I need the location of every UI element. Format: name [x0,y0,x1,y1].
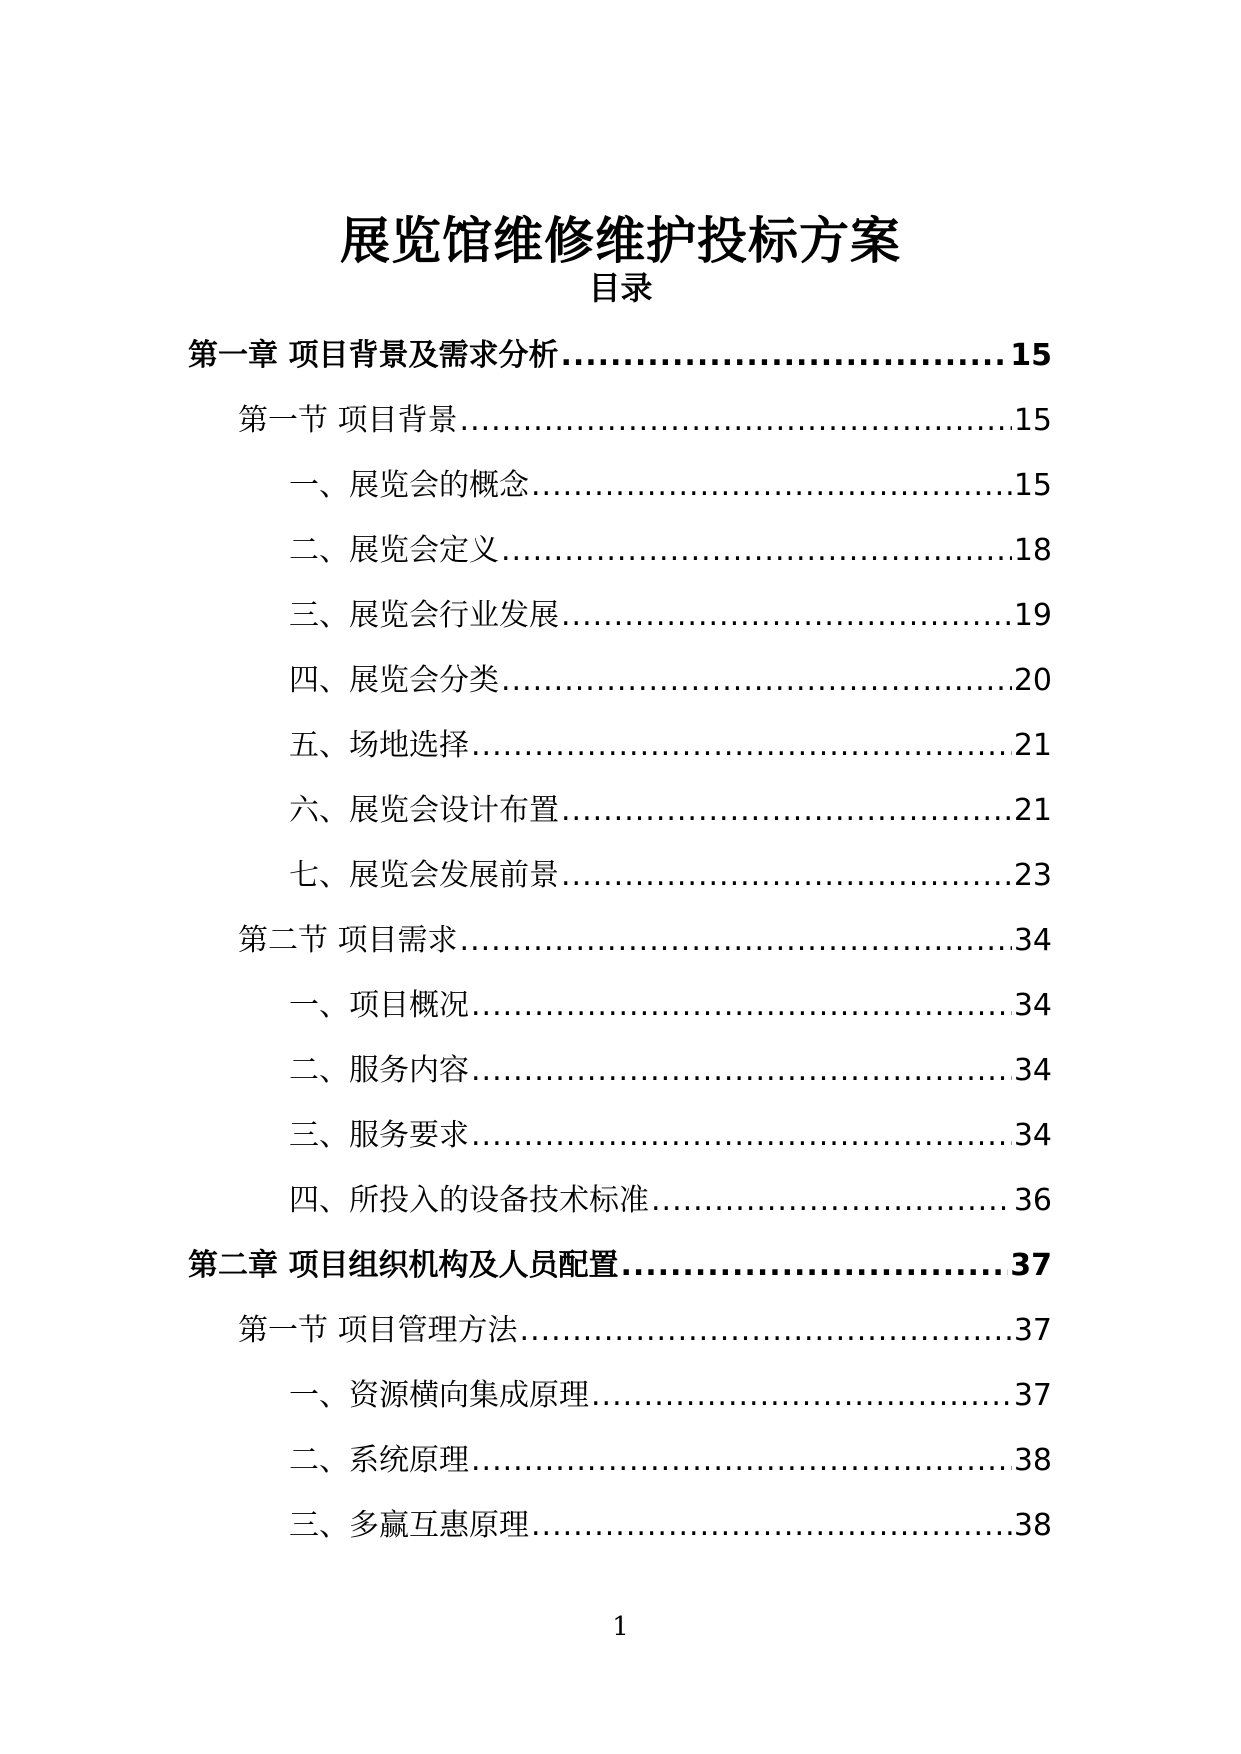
toc-entry-page: 34 [1013,1053,1052,1088]
toc-entry-item[interactable] [188,648,1052,713]
toc-dot-leader [520,1298,1012,1363]
toc-entry-label: 六、展览会设计布置 [289,793,559,828]
toc-entry-page: 34 [1013,923,1052,958]
toc-heading: 目录 [588,269,653,307]
toc-entry-page: 21 [1013,793,1052,828]
toc-entry-page: 34 [1013,1118,1052,1153]
toc-entry-item[interactable] [188,843,1052,908]
toc-dot-leader [460,388,1012,453]
toc-entry-item[interactable] [188,713,1052,778]
toc-entry-item[interactable] [188,1363,1052,1428]
toc-entry-label: 五、场地选择 [289,728,469,763]
toc-entry-label: 二、展览会定义 [289,533,499,568]
toc-entry-label: 三、多赢互惠原理 [289,1508,529,1543]
toc-dot-leader [591,1363,1012,1428]
toc-dot-leader [651,1168,1012,1233]
toc-entry-item[interactable] [188,453,1052,518]
toc-entry-label: 第一节 项目背景 [238,403,458,438]
document-title: 展览馆维修维护投标方案 [340,211,901,270]
toc-entry-label: 第一节 项目管理方法 [238,1313,518,1348]
toc-entry-page: 37 [1013,1378,1052,1413]
toc-dot-leader [501,518,1012,583]
toc-entry-item[interactable] [188,973,1052,1038]
toc-entry-item[interactable] [188,1428,1052,1493]
page-number: 1 [612,1612,629,1642]
toc-dot-leader [471,973,1012,1038]
toc-dot-leader [531,1493,1012,1558]
toc-entry-page: 37 [1013,1313,1052,1348]
toc-entry-page: 36 [1013,1183,1052,1218]
toc-entry-chapter[interactable] [188,1233,1052,1298]
toc-dot-leader [501,648,1012,713]
toc-dot-leader [561,778,1012,843]
toc-entry-page: 38 [1013,1443,1052,1478]
toc-dot-leader [561,583,1012,648]
toc-entry-label: 一、项目概况 [289,988,469,1023]
toc-entry-page: 15 [1013,403,1052,438]
toc-entry-label: 第一章 项目背景及需求分析 [188,338,559,373]
toc-entry-page: 21 [1013,728,1052,763]
toc-entry-item[interactable] [188,583,1052,648]
toc-dot-leader [471,1428,1012,1493]
toc-dot-leader [560,323,1008,388]
toc-entry-page: 19 [1013,598,1052,633]
toc-entry-label: 三、服务要求 [289,1118,469,1153]
toc-entry-section[interactable] [188,908,1052,973]
toc-dot-leader [531,453,1012,518]
toc-entry-section[interactable] [188,1298,1052,1363]
toc-entry-section[interactable] [188,388,1052,453]
toc-dot-leader [471,1103,1012,1168]
toc-entry-item[interactable] [188,778,1052,843]
toc-entry-item[interactable] [188,518,1052,583]
toc-entry-page: 18 [1013,533,1052,568]
toc-entry-page: 23 [1013,858,1052,893]
toc-dot-leader [460,908,1012,973]
toc-entry-label: 七、展览会发展前景 [289,858,559,893]
table-of-contents [188,323,1052,1558]
toc-entry-label: 一、展览会的概念 [289,468,529,503]
toc-entry-page: 15 [1013,468,1052,503]
toc-entry-chapter[interactable] [188,323,1052,388]
toc-entry-item[interactable] [188,1168,1052,1233]
toc-entry-label: 第二节 项目需求 [238,923,458,958]
toc-entry-page: 20 [1013,663,1052,698]
toc-entry-label: 二、服务内容 [289,1053,469,1088]
toc-entry-label: 一、资源横向集成原理 [289,1378,589,1413]
toc-entry-page: 34 [1013,988,1052,1023]
toc-entry-item[interactable] [188,1038,1052,1103]
toc-dot-leader [561,843,1012,908]
toc-entry-item[interactable] [188,1103,1052,1168]
toc-entry-page: 37 [1010,1248,1052,1283]
toc-dot-leader [471,713,1012,778]
toc-entry-page: 38 [1013,1508,1052,1543]
toc-entry-page: 15 [1010,338,1052,373]
toc-entry-label: 第二章 项目组织机构及人员配置 [188,1248,619,1283]
toc-entry-label: 四、所投入的设备技术标准 [289,1183,649,1218]
toc-dot-leader [620,1233,1008,1298]
toc-entry-label: 二、系统原理 [289,1443,469,1478]
toc-entry-label: 三、展览会行业发展 [289,598,559,633]
toc-entry-label: 四、展览会分类 [289,663,499,698]
toc-dot-leader [471,1038,1012,1103]
toc-entry-item[interactable] [188,1493,1052,1558]
